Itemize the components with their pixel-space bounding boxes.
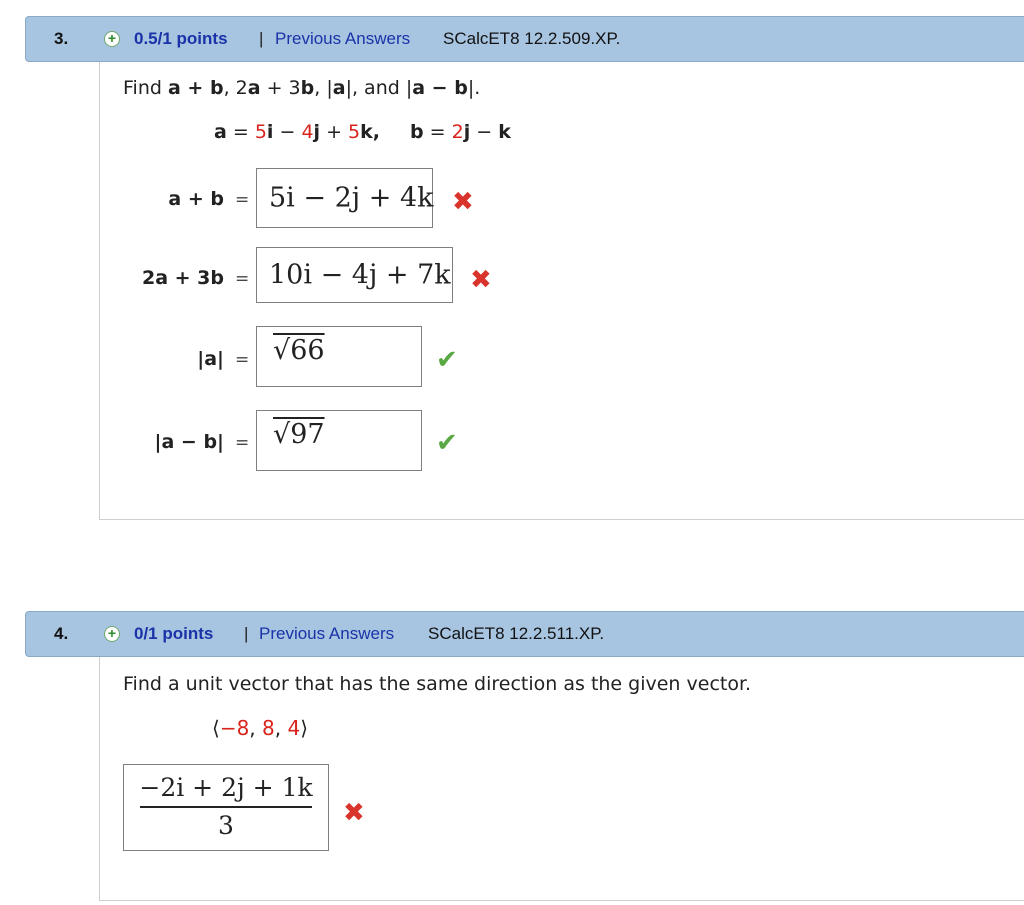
prompt-term: a + b — [167, 77, 224, 99]
answer-value: 5i − 2j + 4k — [269, 182, 434, 214]
operator: + — [320, 121, 349, 143]
answer-value: √97 — [273, 419, 325, 450]
prompt-text: Find — [123, 77, 162, 99]
prompt-text: + 3 — [260, 77, 301, 99]
equals: = — [235, 433, 250, 453]
prompt-text: , 2 — [223, 77, 248, 99]
equals: = — [423, 121, 452, 143]
answer-input-norm-a[interactable] — [256, 326, 422, 387]
operator: − — [470, 121, 499, 143]
coefficient: 5 — [348, 121, 361, 143]
prompt-text: |. — [467, 77, 481, 99]
fraction — [124, 773, 328, 840]
equals: = — [235, 269, 250, 289]
question-number: 4. — [54, 624, 69, 643]
correct-check-icon: ✔ — [436, 345, 458, 375]
expand-plus-icon[interactable]: + — [104, 626, 120, 642]
problem-code: SCalcET8 12.2.509.XP. — [443, 29, 621, 48]
points-label: 0.5/1 points — [134, 29, 228, 48]
fraction-denominator: 3 — [218, 811, 234, 840]
unit-k: k — [360, 121, 373, 143]
prompt-text: , | — [314, 77, 333, 99]
given-vector — [212, 716, 308, 740]
answer-input-2a-plus-3b[interactable] — [256, 247, 453, 303]
given-vectors — [214, 121, 511, 143]
incorrect-x-icon: ✖ — [343, 798, 365, 828]
question-3-prompt — [123, 77, 480, 99]
answer-label-norm-a: |a| — [197, 348, 224, 370]
answer-label-norm-a-minus-b: |a − b| — [154, 431, 224, 453]
question-4-prompt: Find a unit vector that has the same direction as the given vector. — [123, 673, 752, 695]
comma: , — [372, 121, 380, 143]
operator: − — [273, 121, 302, 143]
unit-i: i — [266, 121, 274, 143]
answer-label-a-plus-b: a + b — [168, 188, 224, 210]
prompt-text: |, and | — [345, 77, 413, 99]
comma: , — [274, 716, 288, 740]
angle-bracket-close: ⟩ — [300, 716, 309, 740]
question-3-header — [25, 16, 1024, 62]
problem-code: SCalcET8 12.2.511.XP. — [428, 624, 605, 643]
separator: | — [244, 624, 249, 643]
coefficient: 4 — [301, 121, 314, 143]
component: 4 — [287, 716, 301, 740]
equals: = — [235, 190, 250, 210]
equals: = — [226, 121, 255, 143]
incorrect-x-icon: ✖ — [470, 265, 492, 295]
component: −8 — [219, 716, 250, 740]
fraction-bar — [140, 806, 312, 808]
previous-answers-link[interactable]: Previous Answers — [275, 29, 411, 48]
expand-plus-icon[interactable]: + — [104, 31, 120, 47]
answer-input-a-plus-b[interactable] — [256, 168, 433, 228]
question-number: 3. — [54, 29, 69, 48]
answer-label-2a-plus-3b: 2a + 3b — [141, 267, 224, 289]
question-4-header — [25, 611, 1024, 657]
unit-j: j — [463, 121, 471, 143]
vector-b-label: b — [410, 121, 424, 143]
vector-a-label: a — [214, 121, 227, 143]
unit-j: j — [313, 121, 321, 143]
answer-input-norm-a-minus-b[interactable] — [256, 410, 422, 471]
unit-k: k — [498, 121, 511, 143]
prompt-term: a — [247, 77, 261, 99]
prompt-term: a — [332, 77, 346, 99]
answer-value: √66 — [273, 335, 325, 366]
prompt-term: b — [300, 77, 315, 99]
answer-input-unit-vector[interactable] — [123, 764, 329, 851]
component: 8 — [262, 716, 275, 740]
separator: | — [259, 29, 264, 48]
prompt-term: a − b — [412, 77, 468, 99]
incorrect-x-icon: ✖ — [452, 187, 474, 217]
coefficient: 5 — [254, 121, 267, 143]
points-label: 0/1 points — [134, 624, 214, 643]
comma: , — [249, 716, 263, 740]
angle-bracket-open: ⟨ — [212, 716, 220, 740]
answer-value: 10i − 4j + 7k — [269, 259, 451, 291]
correct-check-icon: ✔ — [436, 428, 458, 458]
previous-answers-link[interactable]: Previous Answers — [259, 624, 395, 643]
coefficient: 2 — [451, 121, 464, 143]
fraction-numerator: −2i + 2j + 1k — [139, 773, 313, 802]
equals: = — [235, 350, 250, 370]
